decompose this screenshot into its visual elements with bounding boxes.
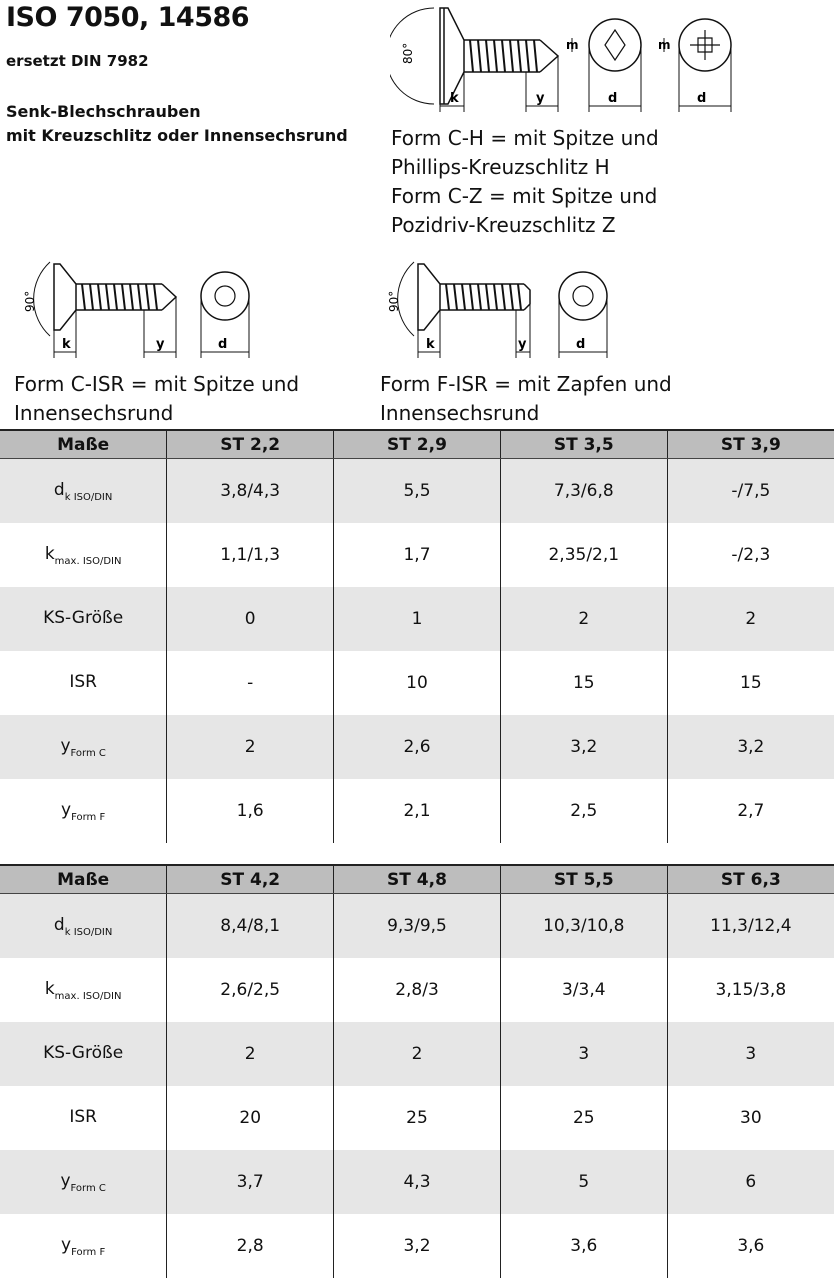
description-line: mit Kreuzschlitz oder Innensechsrund (6, 126, 348, 145)
angle-label: 80° (401, 42, 415, 64)
table-cell: 30 (667, 1086, 834, 1150)
table-header-row (0, 430, 834, 459)
row-label: $y_{Form F}$ (61, 799, 106, 823)
table-header-row (0, 865, 834, 894)
table-cell: 4,3 (334, 1150, 501, 1214)
table-cell: 1,1/1,3 (167, 523, 334, 587)
table-cell: 2,35/2,1 (500, 523, 667, 587)
dimension-label-dk: d (218, 337, 228, 352)
table-cell: -/7,5 (667, 459, 834, 524)
row-label: $y_{Form C}$ (0, 1150, 167, 1214)
table-cell: 3 (667, 1022, 834, 1086)
table-cell: 5,5 (334, 459, 501, 524)
row-label: $k_{max. ISO/DIN}$ (44, 978, 122, 1002)
table-cell: 8,4/8,1 (167, 894, 334, 959)
table-row (0, 651, 834, 715)
table-cell: 25 (500, 1086, 667, 1150)
dimension-label-dk: d (576, 337, 586, 352)
description-line: Senk-Blechschrauben (6, 102, 201, 121)
table-cell: 11,3/12,4 (667, 894, 834, 959)
row-label: ISR (69, 671, 97, 692)
table-cell: 5 (500, 1150, 667, 1214)
table-row (0, 1214, 834, 1278)
row-label: $d_{k ISO/DIN}$ (0, 459, 167, 524)
angle-label: 90° (23, 290, 37, 312)
dimension-label-m: m (658, 38, 671, 52)
table-row (0, 523, 834, 587)
table-cell: 0 (167, 587, 334, 651)
row-label: $y_{Form C}$ (0, 715, 167, 779)
column-header: ST 2,2 (167, 430, 334, 459)
column-header: ST 5,5 (500, 865, 667, 894)
page-title: ISO 7050, 14586 (6, 2, 250, 33)
table-cell: 3 (500, 1022, 667, 1086)
table-cell: 2,7 (667, 779, 834, 843)
column-header: ST 4,8 (334, 865, 501, 894)
dimension-label-y: y (518, 337, 527, 352)
form-ch-cz-description (391, 124, 659, 240)
dimensions-table-2 (0, 864, 834, 1278)
table-cell: 3,7 (167, 1150, 334, 1214)
table-cell: 3,15/3,8 (667, 958, 834, 1022)
table-cell: -/2,3 (667, 523, 834, 587)
row-label: ISR (69, 1106, 97, 1127)
column-header: Maße (0, 865, 167, 894)
row-label: $y_{Form F}$ (61, 1234, 106, 1258)
form-line: Form C-ISR = mit Spitze und (14, 372, 300, 396)
table-row (0, 1150, 834, 1214)
table-cell: 9,3/9,5 (334, 894, 501, 959)
drawing-form-c-isr (14, 258, 254, 363)
table-cell: 25 (334, 1086, 501, 1150)
drawing-form-f-isr (378, 258, 618, 363)
page-subtitle: ersetzt DIN 7982 (6, 52, 149, 70)
dimension-label-m: m (566, 38, 579, 52)
table-cell: 3,2 (334, 1214, 501, 1278)
column-header: ST 3,9 (667, 430, 834, 459)
column-header: ST 2,9 (334, 430, 501, 459)
table-cell: 1,7 (334, 523, 501, 587)
drawing-form-ch-cz (390, 0, 750, 115)
table-row (0, 715, 834, 779)
column-header: Maße (0, 430, 167, 459)
dimension-label-k: k (450, 91, 459, 106)
row-label: $d_{k ISO/DIN}$ (0, 894, 167, 959)
table-cell: 2 (167, 715, 334, 779)
form-f-isr-description (380, 370, 672, 428)
table-cell: 3,2 (667, 715, 834, 779)
table-row (0, 779, 834, 843)
table-row (0, 894, 834, 959)
table-cell: 3,6 (667, 1214, 834, 1278)
table-cell: 2,6 (334, 715, 501, 779)
table-cell: 10 (334, 651, 501, 715)
form-line: Form F-ISR = mit Zapfen und (380, 372, 672, 396)
table-cell: 20 (167, 1086, 334, 1150)
dimension-label-k: k (62, 337, 71, 352)
form-c-isr-description (14, 370, 299, 428)
angle-label: 90° (387, 290, 401, 312)
table-cell: 10,3/10,8 (500, 894, 667, 959)
table-row (0, 459, 834, 524)
form-line: Innensechsrund (380, 401, 540, 425)
dimension-label-k: k (426, 337, 435, 352)
form-line: Form C-H = mit Spitze und (391, 126, 659, 150)
column-header: ST 6,3 (667, 865, 834, 894)
table-cell: 2,8/3 (334, 958, 501, 1022)
table-row (0, 1086, 834, 1150)
product-description (6, 100, 348, 148)
form-line: Pozidriv-Kreuzschlitz Z (391, 213, 616, 237)
form-line: Form C-Z = mit Spitze und (391, 184, 658, 208)
dimension-label-y: y (536, 91, 545, 106)
table-cell: 2,1 (334, 779, 501, 843)
table-cell: 3,8/4,3 (167, 459, 334, 524)
form-line: Innensechsrund (14, 401, 174, 425)
table-cell: 1 (334, 587, 501, 651)
table-row (0, 958, 834, 1022)
column-header: ST 3,5 (500, 430, 667, 459)
table-row (0, 1022, 834, 1086)
row-label: KS-Größe (0, 1022, 167, 1086)
form-line: Phillips-Kreuzschlitz H (391, 155, 610, 179)
column-header: ST 4,2 (167, 865, 334, 894)
table-cell: 7,3/6,8 (500, 459, 667, 524)
table-cell: 2 (667, 587, 834, 651)
table-cell: 3,2 (500, 715, 667, 779)
row-label: KS-Größe (0, 587, 167, 651)
table-cell: 15 (667, 651, 834, 715)
table-cell: 2,6/2,5 (167, 958, 334, 1022)
table-cell: 3/3,4 (500, 958, 667, 1022)
table-cell: 1,6 (167, 779, 334, 843)
table-cell: - (167, 651, 334, 715)
table-cell: 6 (667, 1150, 834, 1214)
table-cell: 15 (500, 651, 667, 715)
table-cell: 2 (500, 587, 667, 651)
table-cell: 2 (334, 1022, 501, 1086)
table-row (0, 587, 834, 651)
table-cell: 2 (167, 1022, 334, 1086)
dimensions-table-1 (0, 429, 834, 843)
table-cell: 2,8 (167, 1214, 334, 1278)
table-cell: 2,5 (500, 779, 667, 843)
dimension-label-y: y (156, 337, 165, 352)
table-cell: 3,6 (500, 1214, 667, 1278)
dimension-label-dk: d (608, 91, 618, 106)
dimension-label-dk: d (697, 91, 707, 106)
row-label: $k_{max. ISO/DIN}$ (44, 543, 122, 567)
